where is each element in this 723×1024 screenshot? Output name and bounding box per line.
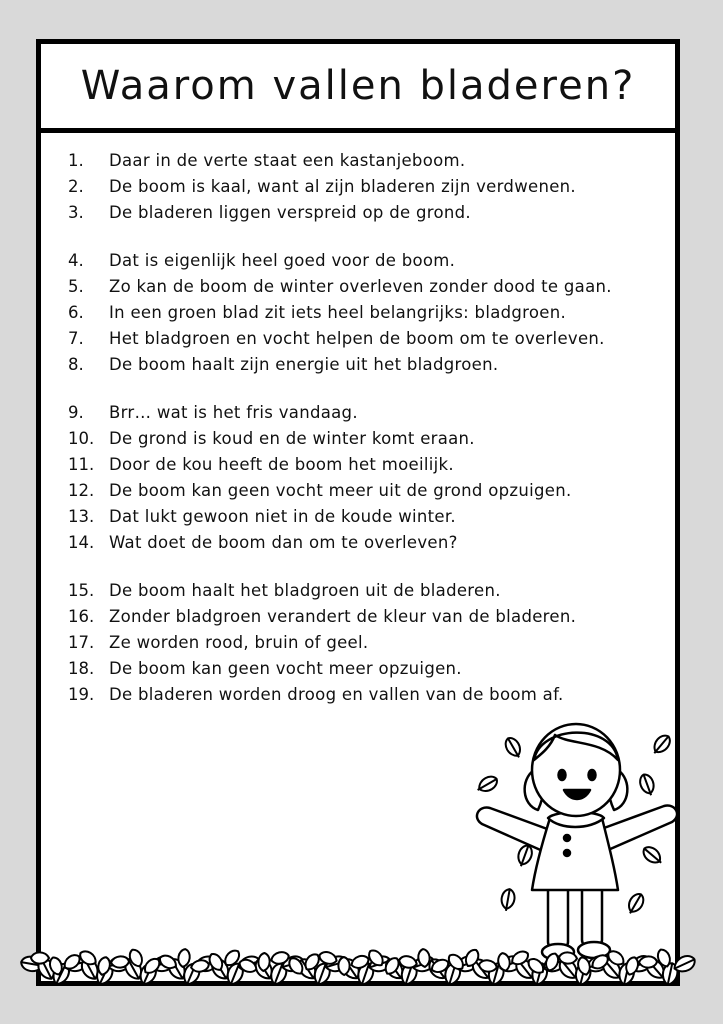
sentence-line <box>68 274 675 300</box>
worksheet <box>36 39 680 986</box>
page-title: Waarom vallen bladeren? <box>80 63 636 109</box>
sentence-text: Dat lukt gewoon niet in de koude winter. <box>109 507 456 526</box>
sentence-number: 17. <box>68 633 95 652</box>
sentence-line <box>68 604 675 630</box>
sentence-text: In een groen blad zit iets heel belangrijks: bladgroen. <box>109 303 567 322</box>
sentence-number: 14. <box>68 533 95 552</box>
sentence-list <box>68 148 675 730</box>
sentence-number: 1. <box>68 151 84 170</box>
sentence-number: 10. <box>68 429 95 448</box>
sentence-text: Dat is eigenlijk heel goed voor de boom. <box>109 251 456 270</box>
sentence-line <box>68 630 675 656</box>
sentence-number: 6. <box>68 303 84 322</box>
sentence-text: Daar in de verte staat een kastanjeboom. <box>109 151 466 170</box>
sentence-number: 11. <box>68 455 95 474</box>
sentence-line <box>68 174 675 200</box>
sentence-group <box>68 148 675 226</box>
sentence-line <box>68 530 675 556</box>
sentence-line <box>68 478 675 504</box>
sentence-line <box>68 578 675 604</box>
sentence-number: 2. <box>68 177 84 196</box>
sentence-number: 3. <box>68 203 84 222</box>
sentence-number: 12. <box>68 481 95 500</box>
sentence-text: De bladeren liggen verspreid op de grond. <box>109 203 471 222</box>
sentence-line <box>68 682 675 708</box>
sentence-number: 9. <box>68 403 84 422</box>
sentence-line <box>68 326 675 352</box>
sentence-line <box>68 504 675 530</box>
sentence-number: 18. <box>68 659 95 678</box>
sentence-text: Zo kan de boom de winter overleven zonder dood te gaan. <box>109 277 612 296</box>
sentence-line <box>68 400 675 426</box>
sentence-line <box>68 352 675 378</box>
sentence-line <box>68 248 675 274</box>
sentence-text: Zonder bladgroen verandert de kleur van de bladeren. <box>109 607 577 626</box>
sentence-text: Het bladgroen en vocht helpen de boom om te overleven. <box>109 329 605 348</box>
sentence-text: Door de kou heeft de boom het moeilijk. <box>109 455 454 474</box>
sentence-group <box>68 400 675 556</box>
sentence-text: De boom kan geen vocht meer uit de grond opzuigen. <box>109 481 572 500</box>
sentence-line <box>68 656 675 682</box>
sentence-text: De boom haalt het bladgroen uit de bladeren. <box>109 581 501 600</box>
sentence-line <box>68 300 675 326</box>
sentence-line <box>68 426 675 452</box>
sentence-number: 7. <box>68 329 84 348</box>
sentence-group <box>68 578 675 708</box>
sentence-number: 15. <box>68 581 95 600</box>
sentence-text: Brr… wat is het fris vandaag. <box>109 403 358 422</box>
sentence-line <box>68 200 675 226</box>
sentence-text: De boom kan geen vocht meer opzuigen. <box>109 659 462 678</box>
sentence-number: 13. <box>68 507 95 526</box>
sentence-number: 19. <box>68 685 95 704</box>
sentence-text: De grond is koud en de winter komt eraan. <box>109 429 475 448</box>
sentence-number: 4. <box>68 251 84 270</box>
sentence-text: Wat doet de boom dan om te overleven? <box>109 533 458 552</box>
sentence-text: De boom is kaal, want al zijn bladeren zijn verdwenen. <box>109 177 576 196</box>
sentence-line <box>68 452 675 478</box>
sentence-number: 16. <box>68 607 95 626</box>
sentence-number: 5. <box>68 277 84 296</box>
sentence-line <box>68 148 675 174</box>
sentence-text: De boom haalt zijn energie uit het bladgroen. <box>109 355 499 374</box>
sentence-text: De bladeren worden droog en vallen van de boom af. <box>109 685 564 704</box>
sentence-text: Ze worden rood, bruin of geel. <box>109 633 369 652</box>
sentence-number: 8. <box>68 355 84 374</box>
title-box <box>41 44 675 133</box>
sentence-group <box>68 248 675 378</box>
